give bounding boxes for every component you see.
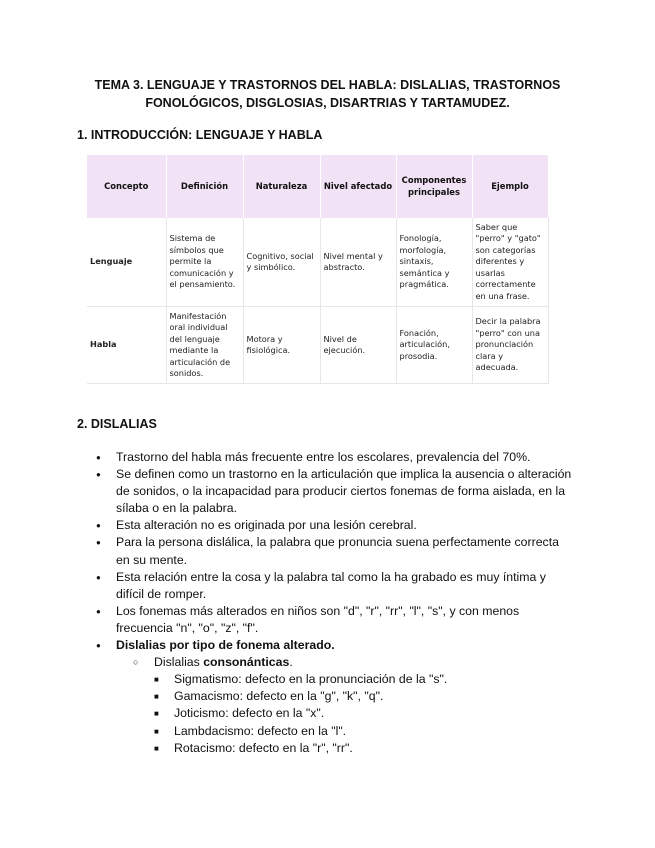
sub-list-item [116, 654, 576, 757]
section-1-heading: 1. INTRODUCCIÓN: LENGUAJE Y HABLA [77, 128, 323, 142]
table-row [87, 307, 548, 384]
table-cell: Habla [87, 307, 166, 384]
table-cell: Nivel de ejecución. [320, 307, 396, 384]
sub-sub-list-item: ■ Rotacismo: defecto en la "r", "rr". [154, 740, 576, 757]
table-cell: Saber que "perro" y "gato" son categorías diferentes y usarlas correctamente en una frase. [472, 218, 548, 307]
list-item: ● Trastorno del habla más frecuente entre los escolares, prevalencia del 70%. [96, 449, 576, 466]
sub-sub-list-item: ■ Joticismo: defecto en la "x". [154, 705, 576, 722]
list-item: ● Los fonemas más alterados en niños son "d", "r", "rr", "l", "s", y con menos frecuencia "n", "o", "z", "f". [96, 603, 576, 637]
table-row [87, 218, 548, 307]
header-nivel-afectado: Nivel afectado [320, 155, 396, 218]
table-cell: Lenguaje [87, 218, 166, 307]
table-cell: Manifestación oral individual del lenguaje mediante la articulación de sonidos. [166, 307, 243, 384]
table-cell: Sistema de símbolos que permite la comunicación y el pensamiento. [166, 218, 243, 307]
sub-sub-list-item: ■ Lambdacismo: defecto en la "l". [154, 723, 576, 740]
table-header-row [87, 155, 548, 218]
table-cell: Fonación, articulación, prosodia. [396, 307, 472, 384]
bold-bullet-text: Dislalias por tipo de fonema alterado. [116, 638, 335, 653]
title-line-1: TEMA 3. LENGUAJE Y TRASTORNOS DEL HABLA: DISLALIAS, TRASTORNOS [94, 78, 561, 92]
sub-item-prefix: Dislalias [154, 655, 204, 670]
header-concepto: Concepto [87, 155, 166, 218]
comparison-table [87, 155, 549, 384]
list-item: ● Se definen como un trastorno en la articulación que implica la ausencia o alteración de sonidos, o la incapacidad para producir ciertos fonemas de forma aislada, en la sílaba o en la palabra. [96, 466, 576, 517]
sub-item-suffix: . [289, 655, 293, 670]
header-ejemplo: Ejemplo [472, 155, 548, 218]
table-cell: Fonología, morfología, sintaxis, semántica y pragmática. [396, 218, 472, 307]
header-componentes: Componentes principales [396, 155, 472, 218]
header-definicion: Definición [166, 155, 243, 218]
header-naturaleza: Naturaleza [243, 155, 320, 218]
document-title [80, 76, 575, 112]
table-cell: Decir la palabra "perro" con una pronunciación clara y adecuada. [472, 307, 548, 384]
table-cell: Nivel mental y abstracto. [320, 218, 396, 307]
sub-sub-list-item: ■ Sigmatismo: defecto en la pronunciación de la "s". [154, 671, 576, 688]
sub-sub-list-item: ■ Gamacismo: defecto en la "g", "k", "q". [154, 688, 576, 705]
list-item: ● Esta alteración no es originada por una lesión cerebral. [96, 517, 576, 534]
sub-item-bold: consonánticas [203, 655, 290, 670]
sub-sub-list [154, 671, 576, 756]
list-item: ● Esta relación entre la cosa y la palabra tal como la ha grabado es muy íntima y difícil de romper. [96, 569, 576, 603]
dislalias-list [96, 449, 576, 757]
table-cell: Motora y fisiológica. [243, 307, 320, 384]
list-item-phoneme-type [96, 637, 576, 757]
sub-list [116, 654, 576, 757]
table-cell: Cognitivo, social y simbólico. [243, 218, 320, 307]
title-line-2: FONOLÓGICOS, DISGLOSIAS, DISARTRIAS Y TARTAMUDEZ. [145, 96, 510, 110]
list-item: ● Para la persona dislálica, la palabra que pronuncia suena perfectamente correcta en su mente. [96, 534, 576, 568]
section-2-heading: 2. DISLALIAS [77, 417, 157, 431]
